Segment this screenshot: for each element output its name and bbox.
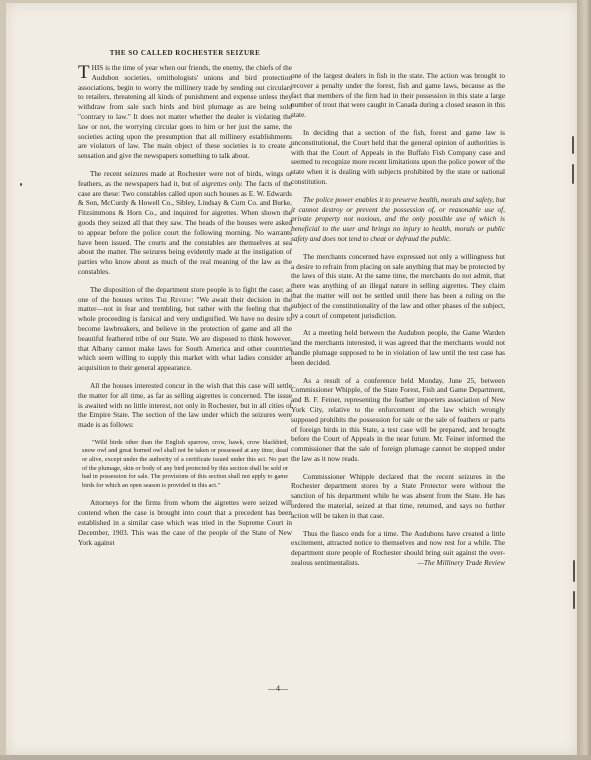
article-title: THE SO CALLED ROCHESTER SEIZURE [109, 49, 261, 57]
court-opinion-quote: The police power enables it to preserve health, morals and safety, but it cannot destroy or prevent the possession of, or reasonable use of, private property not noxious, and the only possible use of which is beneficial to the user and brings no injury to health, morals or public safety and does not tend to cheat or defraud the public. [291, 195, 505, 243]
left-column [78, 64, 292, 556]
paragraph [78, 170, 292, 278]
paragraph-text: : "We await their decision in the matter—not in fear and trembling, but rather with the feeling that the whole proceeding is farsical and very undignified. We have no desire to become lawbreakers, and believe in the protection of game and all the beautiful feathered tribe of our State. We are disposed to think however, that Albany cannot make laws for South America and other countries which seem willing to supply this market with what ladies consider an acquisition to their general appearance. [78, 295, 292, 373]
paragraph: Commissioner Whipple declared that the recent seizures in the Rochester department stores by a State Protector were without the sanction of his department while he was absent from the State. He has ordered the material, seized at that time, returned, and says no further action will be taken in that case. [291, 472, 505, 520]
paragraph: As a result of a conference held Monday, June 25, between Commissioner Whipple, of the State Forest, Fish and Game Department, and B. F. Feiner, representing the feather importers association of New York City, relative to the enforcement of the law which wrongly supposed prohibits the possession for sale or the sale of feathers or parts of foreign birds in this State, a test case will be prepared, and brought before the Court of Appeals in the near future. Mr. Feiner informed the commissioner that the sale of foreign plumage cannot be stopped under the law as it now reads. [291, 376, 505, 463]
paragraph-text: HIS is the time of year when our friends, the enemy, the chiefs of the Audubon societies, ornithologists' unions and bird protection associations, begin to worry the millinery trade by sending out circulars to retailers, threatening all kinds of punishment and expense unless they withdraw from sale such birds and bird plumage as are being sold "contrary to law." It does not matter whether the dealer is violating the law or not, the worrying circular goes to him or her just the same, the societies acting upon the presumption that all millinery establishments are violators of law. The main object of these societies is to create a sensation and give the newspapers something to talk about. [78, 64, 292, 161]
paragraph: At a meeting held between the Audubon people, the Game Warden and the merchants interested, it was agreed that the merchants would not handle plumage supposed to be in violation of law until the test case has been decided. [291, 329, 505, 367]
paragraph-text: The disposition of the department store people is to fight the case; as one of the houses writes [78, 285, 292, 304]
binder-mark [573, 560, 575, 582]
page-edge-right [577, 0, 591, 760]
paragraph: one of the largest dealers in fish in the state. The action was brought to recover a penalty under the forest, fish and game laws, because as the fact that members of the firm had in their possession in this state a large number of trout that were caught in Canada during a closed season in this state. [291, 72, 505, 120]
binder-mark [572, 164, 574, 184]
publication-name: The Review [156, 295, 192, 304]
paragraph: All the houses interested concur in the wish that this case will settle the matter for all time, as far as selling aigrettes is concerned. The issue is awaited with no little interest, not only in Rochester, but in all cities of the Empire State. The section of the law under which the seizures were made is as follows: [78, 381, 292, 430]
binder-mark [572, 136, 574, 154]
page-number: —4— [268, 684, 288, 693]
drop-cap: T [78, 62, 90, 83]
paragraph: Attorneys for the firms from whom the aigrettes were seized will contend when the case is brought into court that a precedent has been established in a similar case which was tried in the Supreme Court in December, 1903. This was the case of the people of the State of New York against [78, 499, 292, 547]
paragraph-text: The facts of the case are these: Two constables called upon such houses as E. W. Edwards & Son, McCurdy & Howell Co., Sibley, Lindsay & Curn Co. and Burke, Fitzsimmons & Horn Co., and inquired for aigrettes. When shown the goods they seized all that they saw. The heads of the houses were asked to appear before the police court the following morning. No warrants have been issued. The courts and the constables are themselves at sea about the matter. The seizures being evidently made at the instigation of parties who know about as much of the real meaning of the law as the constables. [78, 179, 293, 276]
italic-phrase: aigrettes only. [201, 179, 243, 188]
paragraph-text: The recent seizures made at Rochester were not of birds, wings or feathers, as the newspapers had it, but of [78, 169, 292, 188]
paragraph: The merchants concerned have expressed not only a willingness but a desire to refrain from placing on sale anything that may be protected by the laws of this state. At the same time, the merchants do not admit, that there was anything of an illegal nature in selling aigrettes. They claim that the matter will not be settled until there has been a ruling on the subject of the constitutionality of the law and other phases of the subject, by a court of competent jurisdiction. [291, 252, 505, 320]
paragraph [291, 530, 505, 569]
paragraph [78, 64, 292, 162]
margin-dot [20, 183, 22, 186]
page-edge-bottom [0, 755, 591, 760]
paragraph-text: Thus the fiasco ends for a time. The Audubons have created a little excitement, attracted notice to themselves and now rest for a while. The department store people of Rochester should bring suit against the over-zealous sentimentalists. [291, 529, 505, 568]
right-column [291, 72, 505, 577]
signature: —The Millinery Trade Review [417, 559, 505, 568]
paragraph [78, 286, 292, 374]
binder-mark [573, 591, 575, 609]
paragraph: In deciding that a section of the fish, forest and game law is unconstitutional, the Court held that the general opinion of authorities is with that the Court of Appeals in the Buffalo Fish Company case and seemed to recognize more recent limitations upon the police power of the state when it is dealing with subjects prohibited by the state or national constitution. [291, 128, 505, 186]
law-quote: "Wild birds other than the English sparrow, crow, hawk, crow blackbird, snow owl and great horned owl shall not be taken or possessed at any time, dead or alive, except under the authority of a certificate issued under this act. No part of the plumage, skin or body of any bird protected by this section shall be sold or had in possession for sale. The provisions of this section shall not apply to game birds for which an open season is provided in this act." [82, 438, 288, 489]
